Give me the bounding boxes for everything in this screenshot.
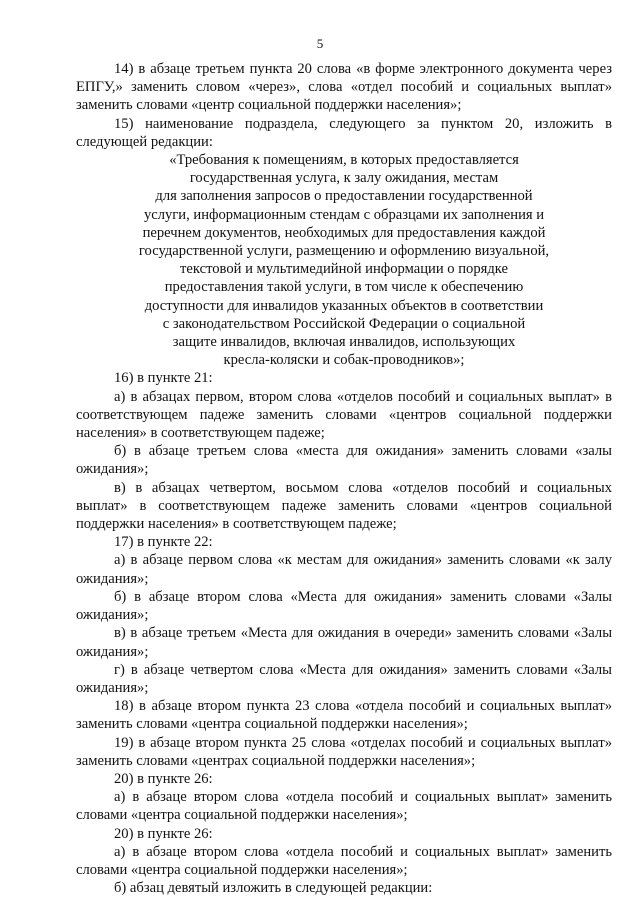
quote-line: государственная услуга, к залу ожидания, местам: [189, 170, 499, 187]
quote-line: текстовой и мультимедийной информации о порядке: [180, 261, 508, 278]
paragraph-subitem: б) абзац девятый изложить в следующей редакции:: [114, 880, 433, 897]
paragraph-subitem: а) в абзаце втором слова «отдела пособий и социальных выплат» заменить словами «центра социальной поддержки населения»;: [76, 843, 612, 878]
quote-line: перечнем документов, необходимых для предоставления каждой: [142, 224, 546, 241]
paragraph-item-16: 16) в пункте 21:: [114, 370, 213, 387]
paragraph-subitem: а) в абзацах первом, втором слова «отделов пособий и социальных выплат» в соответствующем падеже заменить словами «центров социальной поддержки населения» в соответствующем падеже;: [76, 388, 612, 442]
quote-line: доступности для инвалидов указанных объектов в соответствии: [144, 297, 544, 314]
paragraph-subitem: б) в абзаце втором слова «Места для ожидания» заменить словами «Залы ожидания»;: [76, 588, 612, 624]
paragraph-item-19: 19) в абзаце втором пункта 25 слова «отделах пособий и социальных выплат» заменить словами «центрах социальной поддержки населения»;: [76, 734, 612, 769]
quote-line: защите инвалидов, включая инвалидов, использующих: [172, 334, 516, 351]
paragraph-item-15: 15) наименование подраздела, следующего за пунктом 20, изложить в следующей редакции:: [76, 115, 612, 150]
quote-line: предоставления такой услуги, в том числе к обеспечению: [164, 279, 524, 296]
paragraph-subitem: а) в абзаце первом слова «к местам для ожидания» заменить словами «к залу ожидания»;: [76, 552, 612, 587]
paragraph-item-18: 18) в абзаце втором пункта 23 слова «отдела пособий и социальных выплат» заменить словами «центра социальной поддержки населения»;: [76, 698, 612, 733]
quote-line: государственной услуги, размещению и оформлению визуальной,: [138, 243, 550, 260]
paragraph-subitem: б) в абзаце третьем слова «места для ожидания» заменить словами «залы ожидания»;: [76, 443, 612, 478]
quote-line: «Требования к помещениям, в которых предоставляется: [169, 152, 519, 169]
paragraph-item-20: 20) в пункте 26:: [114, 770, 213, 787]
page-number: 5: [316, 36, 324, 51]
document-body: [76, 60, 612, 897]
paragraph-subitem: г) в абзаце четвертом слова «Места для ожидания» заменить словами «Залы ожидания»;: [76, 661, 612, 696]
paragraph-item-17: 17) в пункте 22:: [114, 534, 213, 551]
paragraph-item-14: 14) в абзаце третьем пункта 20 слова «в форме электронного документа через ЕПГУ,» заменить словом «через», слова «отдел пособий и социальных выплат» заменить словами «центр социальной поддержки населения»;: [76, 61, 612, 114]
quote-line: для заполнения запросов о предоставлении государственной: [155, 188, 533, 205]
paragraph-subitem: в) в абзаце третьем «Места для ожидания в очереди» заменить словами «Залы ожидания»;: [76, 625, 612, 660]
quote-line: кресла-коляски и собак-проводников»;: [223, 352, 465, 369]
paragraph-subitem: в) в абзацах четвертом, восьмом слова «отделов пособий и социальных выплат» в соответствующем падеже заменить словами «центров социальной поддержки населения» в соответствующем падеже;: [76, 479, 612, 533]
quote-line: с законодательством Российской Федерации о социальной: [162, 315, 526, 332]
quoted-heading: [76, 151, 612, 369]
paragraph-subitem: а) в абзаце втором слова «отдела пособий и социальных выплат» заменить словами «центра социальной поддержки населения»;: [76, 789, 612, 824]
quote-line: услуги, информационным стендам с образцами их заполнения и: [143, 206, 545, 223]
paragraph-item-20-repeat: 20) в пункте 26:: [114, 825, 213, 842]
